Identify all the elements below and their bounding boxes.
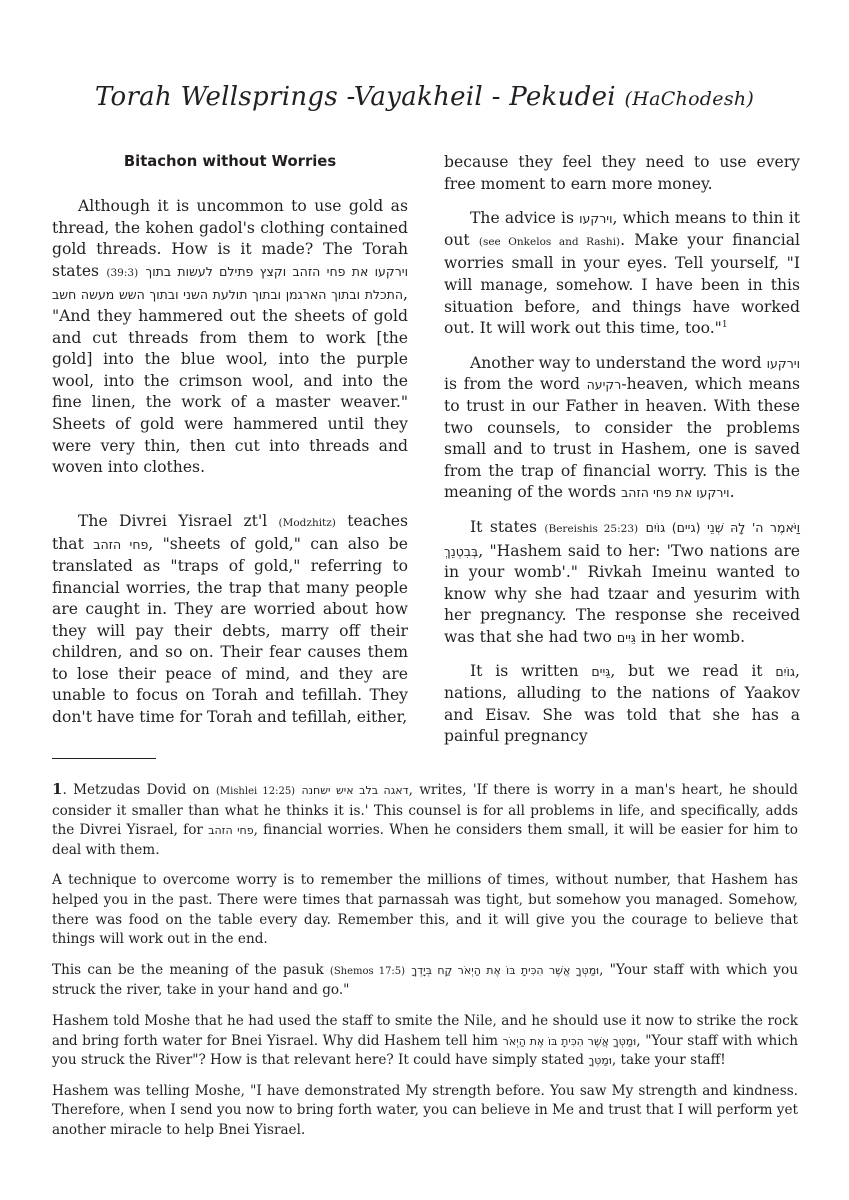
footnote-paragraph: Hashem was telling Moshe, "I have demonstrated My strength before. You saw My strength and kindness. Therefore, when I send you now to bring forth water, you can believe in Me and trust that I will perform yet another miracle to help Bnei Yisrael. [52, 1082, 798, 1138]
paragraph-gold-threads: Although it is uncommon to use gold as thread, the kohen gadol's clothing contained gold threads. How is it made? The Torah states (39:3) וירקעו את פחי הזהב וקצץ פתילם לעשות בתוך התכלת ובתוך הארגמן ובתוך תולעת השני ובתוך השש מעשה חשב, "And they hammered out the sheets of gold and cut threads from them to work [the gold] into the blue wool, into the purple wool, into the crimson wool, and into the fine linen, the work of a master weaver." Sheets of gold were hammered until they were very thin, then cut into threads and woven into clothes. [52, 197, 409, 477]
paragraph-two-nations: It states (Bereishis 25:23) וַיֹּאמֶר ה' לָהּ שְׁנֵי (גיים) גוֹיִם בְּבִטְנֵךְ, "Hashem said to her: 'Two nations are in your womb'." Rivkah Imeinu wanted to know why she had tzaar and yesurim with her pregnancy. The response she received was that she had two גֵּיִים in her womb. [444, 517, 801, 646]
hebrew-quote: דאגה בלב איש ישחנה [301, 784, 409, 797]
left-column [52, 152, 408, 729]
paragraph-heaven: Another way to understand the word וירקעו is from the word רקיעה-heaven, which means to trust in our Father in heaven. With these two counsels, to consider the problems small and to trust in Hashem, one is saved from the trap of financial worry. This is the meaning of the words וירקעו את פחי הזהב. [444, 353, 800, 502]
paragraph-divrei-yisrael: The Divrei Yisrael zt'l (Modzhitz) teaches that פחי הזהב, "sheets of gold," can also be translated as "traps of gold," referring to financial worries, the trap that many people are caught in. They are worried about how they will pay their debts, marry off their children, and so on. Their fear causes them to lose their peace of mind, and they are unable to focus on Torah and tefillah. They don't have time for Torah and tefillah, either, [52, 511, 409, 727]
source-citation: (see Onkelos and Rashi) [478, 235, 621, 248]
footnote-1: 1. Metzudas Dovid on (Mishlei 12:25) דאגה בלב איש ישחנה, writes, 'If there is worry in a man's heart, he should consider it smaller than what he thinks it is.' This counsel is for all problems in life, and specifically, adds the Divrei Yisrael, for פחי הזהב, financial worries. When he considers them small, it will be easier for him to deal with them. [52, 780, 799, 858]
hebrew-quote: וירקעו את פחי הזהב וקצץ פתילם לעשות בתוך התכלת ובתוך הארגמן ובתוך תולעת השני ובתוך השש מעשה חשב [52, 263, 409, 303]
hebrew-quote: רקיעה [586, 377, 622, 393]
hebrew-quote: גֵּיִים [616, 629, 636, 645]
footnote-ref[interactable]: 1 [721, 319, 728, 330]
hebrew-quote: גוֹיִם [775, 664, 796, 680]
section-heading: Bitachon without Worries [123, 153, 337, 170]
title-subtitle: (HaChodesh) [624, 88, 755, 110]
hebrew-quote: גֵּיִים [591, 664, 611, 680]
hebrew-quote: וּמַטְּךָ [588, 1054, 612, 1068]
footnote-paragraph: Hashem told Moshe that he had used the staff to smite the Nile, and he should use it now to strike the rock and bring forth water for Bnei Yisrael. Why did Hashem tell him וּמַטְּךָ אֲשֶׁר הִכִּיתָ בּוֹ אֶת הַיְאֹר, "Your staff with which you struck the River"? How is that relevant here? It could have simply stated וּמַטְּךָ, take your staff! [52, 1012, 798, 1069]
source-citation: (Modzhitz) [278, 516, 336, 529]
paragraph-advice: The advice is וירקעו, which means to thin it out (see Onkelos and Rashi). Make your financial worries small in your eyes. Tell yourself, "I will manage, somehow. I have been in this situation before, and things have worked out. It will work out this time, too."$^1$ [444, 209, 800, 338]
paragraph-continuation: because they feel they need to use every free moment to earn more money. [444, 153, 800, 193]
hebrew-quote: פחי הזהב [93, 537, 149, 553]
hebrew-quote: וּמַטְּךָ אֲשֶׁר הִכִּיתָ בּוֹ אֶת הַיְאֹר [502, 1034, 637, 1048]
footnotes [52, 780, 798, 1152]
title-main: Torah Wellsprings -Vayakheil - Pekudei [94, 82, 616, 112]
paragraph-written-read: It is written גֵּיִים, but we read it גוֹיִם, nations, alluding to the nations of Yaakov and Eisav. She was told that she has a painful pregnancy [444, 662, 800, 746]
source-citation: (Mishlei 12:25) [215, 786, 296, 797]
hebrew-quote: פחי הזהב [208, 824, 254, 838]
footnote-paragraph: A technique to overcome worry is to remember the millions of times, without number, that Hashem has helped you in the past. There were times that parnassah was tight, but somehow you managed. Somehow, there was food on the table every day. Remember this, and it will give you the courage to believe that things will work out in the end. [52, 872, 798, 948]
hebrew-quote: וירקעו [579, 211, 613, 227]
hebrew-quote: וּמַטְּךָ אֲשֶׁר הִכִּיתָ בּוֹ אֶת הַיְאֹר קַח בְּיָדְךָ [411, 963, 600, 977]
footnote-paragraph: This can be the meaning of the pasuk (Shemos 17:5) וּמַטְּךָ אֲשֶׁר הִכִּיתָ בּוֹ אֶת הַיְאֹר קַח בְּיָדְךָ, "Your staff with which you struck the river, take in your hand and go." [52, 961, 798, 999]
source-citation: (39:3) [106, 266, 139, 279]
right-column [444, 152, 800, 748]
hebrew-quote: וירקעו [766, 355, 800, 371]
footnote-number: 1 [52, 780, 63, 798]
page-title [0, 82, 849, 112]
source-citation: (Bereishis 25:23) [544, 522, 639, 535]
hebrew-quote: וַיֹּאמֶר ה' לָהּ שְׁנֵי (גיים) גוֹיִם בְּבִטְנֵךְ [444, 519, 801, 559]
source-citation: (Shemos 17:5) [329, 965, 406, 977]
hebrew-quote: וירקעו את פחי הזהב [621, 485, 730, 501]
footnote-divider [52, 758, 156, 759]
